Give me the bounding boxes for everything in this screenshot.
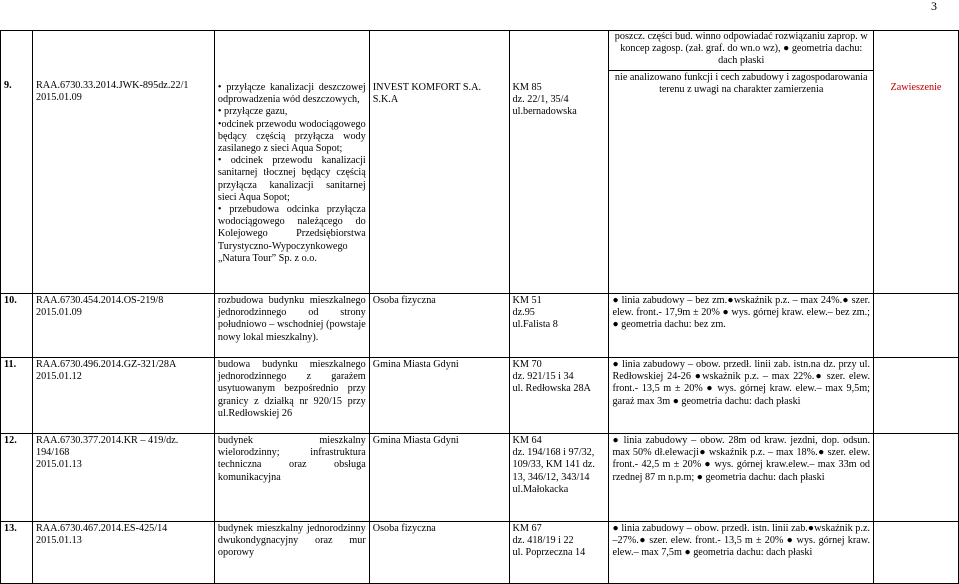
case-sign: RAA.6730.33.2014.JWK-895dz.22/1 2015.01.09 (32, 31, 214, 294)
project-description: budynek mieszkalny jednorodzinny dwukondygnacyjny oraz mur oporowy (214, 522, 369, 584)
status: Zawieszenie (874, 31, 959, 294)
status (874, 434, 959, 522)
project-description: budowa budynku mieszkalnego jednorodzinnego z garażem usytuowanym bezpośrednio przy granicy z działką nr 920/15 przy ul.Redłowskiej 26 (214, 358, 369, 434)
project-description: • przyłącze kanalizacji deszczowej odprowadzenia wód deszczowych, • przyłącze gazu, •odcinek przewodu wodociągowego będący częścią przyłącza wody zasilanego z sieci Aqua Sopot; • odcinek przewodu kanalizacji sanitarnej tłocznej będący częścią przyłącza kanalizacji sanitarnej sieci Aqua Sopot; • przebudowa odcinka przyłącza wodociągowego należącego do Kolejowego Przedsiębiorstwa Turystyczno-Wypoczynkowego „Natura Tour” Sp. z o.o. (214, 31, 369, 294)
table-row (1, 522, 959, 584)
row-number: 9. (1, 31, 33, 294)
table-row (1, 358, 959, 434)
project-description: rozbudowa budynku mieszkalnego jednorodzinnego od strony południowo – wschodniej (powstaje nowy lokal mieszkalny). (214, 294, 369, 358)
location: KM 64 dz. 194/168 i 97/32, 109/33, KM 141 dz. 13, 346/12, 343/14 ul.Małokacka (509, 434, 609, 522)
case-sign: RAA.6730.377.2014.KR – 419/dz. 194/168 2015.01.13 (32, 434, 214, 522)
location: KM 67 dz. 418/19 i 22 ul. Poprzeczna 14 (509, 522, 609, 584)
applicant: Osoba fizyczna (369, 522, 509, 584)
case-sign: RAA.6730.467.2014.ES-425/14 2015.01.13 (32, 522, 214, 584)
location: KM 85 dz. 22/1, 35/4 ul.bernadowska (509, 31, 609, 294)
location: KM 51 dz.95 ul.Falista 8 (509, 294, 609, 358)
project-description: budynek mieszkalny wielorodzinny; infrastruktura techniczna oraz obsługa komunikacyjna (214, 434, 369, 522)
applicant: Gmina Miasta Gdyni (369, 434, 509, 522)
row-number: 12. (1, 434, 33, 522)
analysis: poszcz. części bud. winno odpowiadać rozwiązaniu zaprop. w koncep zagosp. (zał. graf. do wn.o wz), ● geometria dachu: dach płaski nie analizowano funkcji i cech zabudowy i zagospodarowania terenu z uwagi na charakter zamierzenia (609, 31, 874, 294)
decisions-table (0, 30, 959, 584)
analysis: ● linia zabudowy – obow. 28m od kraw. jezdni, dop. odsun. max 50% dł.elewacji● wskaźnik p.z. – max 18%.● szer. elew. front.- 42,5 m ± 20% ● wys. górnej kraw.elew.– max 33m od rzednej 87 m n.p.m; ● geometria dachu: dach płaski (609, 434, 874, 522)
analysis: ● linia zabudowy – obow. przedł. linii zab. istn.na dz. przy ul. Redłowskiej 24-26 ●wskaźnik p.z. – max 22%.● szer. elew. front.- 13,5 m ± 20% ● wys. górnej kraw. elew.– max 9,5m; garaż max 3m ● geometria dachu: dach płaski (609, 358, 874, 434)
row-number: 10. (1, 294, 33, 358)
table-row (1, 434, 959, 522)
applicant: INVEST KOMFORT S.A. S.K.A (369, 31, 509, 294)
status (874, 358, 959, 434)
analysis: ● linia zabudowy – obow. przedł. istn. linii zab.●wskaźnik p.z. –27%.● szer. elew. front.- 13,5 m ± 20% ● wys. górnej kraw. elew.– max 7,5m ● geometria dachu: dach płaski (609, 522, 874, 584)
applicant: Gmina Miasta Gdyni (369, 358, 509, 434)
case-sign: RAA.6730.496.2014.GZ-321/28A 2015.01.12 (32, 358, 214, 434)
applicant: Osoba fizyczna (369, 294, 509, 358)
table-row (1, 31, 959, 294)
analysis: ● linia zabudowy – bez zm.●wskaźnik p.z. – max 24%.● szer. elew. front.- 17,9m ± 20% ● wys. górnej kraw. elew.– bez zm.; ● geometria dachu: bez zm. (609, 294, 874, 358)
status (874, 294, 959, 358)
case-sign: RAA.6730.454.2014.OS-219/8 2015.01.09 (32, 294, 214, 358)
status (874, 522, 959, 584)
table-row (1, 294, 959, 358)
row-number: 11. (1, 358, 33, 434)
page-number: 3 (931, 0, 937, 13)
location: KM 70 dz. 921/15 i 34 ul. Redłowska 28A (509, 358, 609, 434)
row-number: 13. (1, 522, 33, 584)
